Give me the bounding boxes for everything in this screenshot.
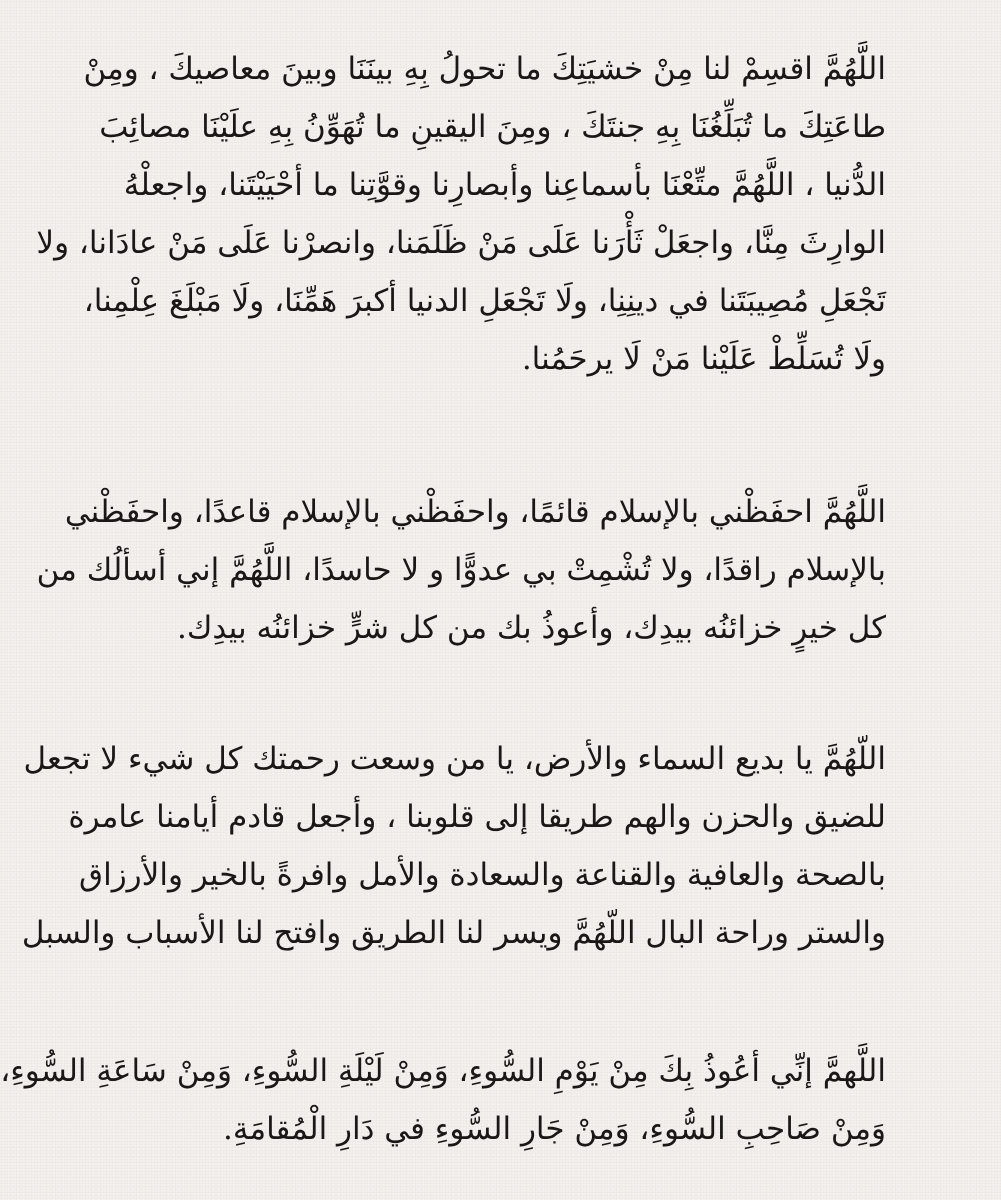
prayer-paragraph-3 [21,730,886,962]
text-line: طاعَتِكَ ما تُبَلِّغُنَا بِهِ جنتَكَ ، ومِنَ اليقينِ ما تُهَوِّنُ بِهِ علَيْنَا مصائِبَ [99,109,886,145]
text-line: والستر وراحة البال اللّهُمَّ ويسر لنا الطريق وافتح لنا الأسباب والسبل [21,915,886,951]
text-line: اللَّهمَّ إنِّي أعُوذُ بِكَ مِنْ يَوْمِ السُّوءِ، وَمِنْ لَيْلَةِ السُّوءِ، وَمِنْ سَاعَةِ السُّوءِ، [0,1053,886,1089]
text-line: اللّهُمَّ يا بديع السماء والأرض، يا من وسعت رحمتك كل شيء لا تجعل [23,741,886,777]
prayer-paragraph-4 [0,1042,886,1158]
text-line: وَمِنْ صَاحِبِ السُّوءِ، وَمِنْ جَارِ السُّوءِ في دَارِ الْمُقامَةِ. [223,1111,886,1147]
text-line: بالصحة والعافية والقناعة والسعادة والأمل وافرةً بالخير والأرزاق [79,857,886,893]
text-line: تَجْعَلِ مُصِيبَتَنا في دينِنِا، ولَا تَجْعَلِ الدنيا أكبرَ هَمِّنَا، ولَا مَبْلَغَ عِلْمِنا، [83,283,886,319]
text-line: للضيق والحزن والهم طريقا إلى قلوبنا ، وأجعل قادم أيامنا عامرة [68,799,886,835]
text-line: كل خيرٍ خزائنُه بيدِك، وأعوذُ بك من كل شرٍّ خزائنُه بيدِك. [176,610,886,646]
text-line: اللَّهُمَّ اقسِمْ لنا مِنْ خشيَتِكَ ما تحولُ بِهِ بينَنَا وبينَ معاصيكَ ، ومِنْ [83,51,886,87]
text-line: اللَّهُمَّ احفَظْني بالإسلام قائمًا، واحفَظْني بالإسلام قاعدًا، واحفَظْني [64,494,886,530]
text-line: ولَا تُسَلِّطْ عَلَيْنا مَنْ لَا يرحَمُنا. [521,341,886,377]
prayer-paragraph-1 [36,40,886,388]
text-line: الوارِثَ مِنَّا، واجعَلْ ثَأْرَنا عَلَى مَنْ ظَلَمَنا، وانصرْنا عَلَى مَنْ عادَانا، ولا [36,225,886,261]
prayer-paragraph-2 [36,483,886,657]
text-line: بالإسلام راقدًا، ولا تُشْمِتْ بي عدوًّا و لا حاسدًا، اللَّهُمَّ إني أسألُك من [36,552,886,588]
text-line: الدُّنيا ، اللَّهُمَّ متِّعْنَا بأسماعِنا وأبصارِنا وقوَّتِنا ما أحْيَيْتَنا، واجعلْهُ [123,167,886,203]
